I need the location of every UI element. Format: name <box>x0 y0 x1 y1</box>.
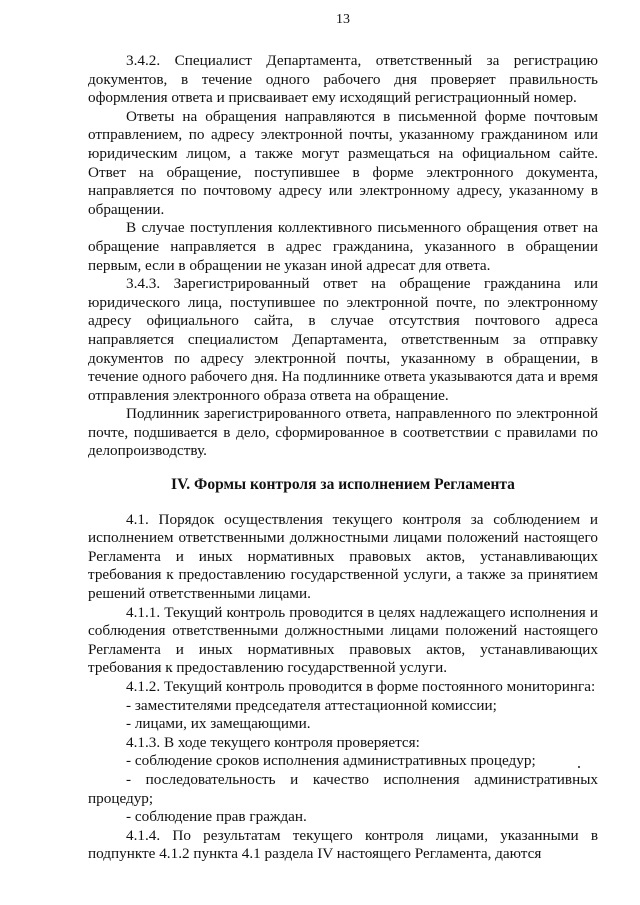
paragraph-reply-methods: Ответы на обращения направляются в письменной форме почтовым отправлением, по адресу электронной почты, указанному гражданином или юридическим лицом, а также могут размещаться на официальном сайте. Ответ на обращение, поступившее в форме электронного документа, направляется по почтовому адресу или электронному адресу, указанному в обращении. <box>88 107 598 218</box>
paragraph-3-4-2: 3.4.2. Специалист Департамента, ответственный за регистрацию документов, в течение одного рабочего дня проверяет правильность оформления ответа и присваивает ему исходящий регистрационный номер. <box>88 52 598 107</box>
scan-speck <box>578 766 580 768</box>
paragraph-3-4-3: 3.4.3. Зарегистрированный ответ на обращение гражданина или юридического лица, поступившее по электронной почте, по электронному адресу официального сайта, в случае отсутствия почтового адреса направляется специалистом Департамента, ответственным за отправку документов по адресу электронной почты, указанному в обращении, в течение одного рабочего дня. На подлиннике ответа указываются дата и время отправления электронного образа ответа на обращение. <box>88 275 598 404</box>
paragraph-4-1: 4.1. Порядок осуществления текущего контроля за соблюдением и исполнением ответственными должностными лицами положений настоящего Регламента и иных нормативных правовых актов, устанавливающих требования к предоставлению государственной услуги, а также за принятием решений ответственными лицами. <box>88 510 598 603</box>
paragraph-4-1-1: 4.1.1. Текущий контроль проводится в целях надлежащего исполнения и соблюдения ответственными должностными лицами положений настоящего Регламента и иных нормативных правовых актов, устанавливающих требования к предоставлению государственной услуги. <box>88 603 598 677</box>
paragraph-4-1-4: 4.1.4. По результатам текущего контроля лицами, указанными в подпункте 4.1.2 пункта 4.1 раздела IV настоящего Регламента, даются <box>88 826 598 863</box>
list-item-sequence-quality: - последовательность и качество исполнения административных процедур; <box>88 770 598 807</box>
section-3-4-text <box>88 52 598 461</box>
list-item-deadlines: - соблюдение сроков исполнения административных процедур; <box>126 752 536 770</box>
list-item-deputy-chairs: - заместителями председателя аттестационной комиссии; <box>126 696 497 714</box>
paragraph-original-reply: Подлинник зарегистрированного ответа, направленного по электронной почте, подшивается в дело, сформированное в соответствии с правилами по делопроизводству. <box>88 405 598 460</box>
paragraph-4-1-2: 4.1.2. Текущий контроль проводится в форме постоянного мониторинга: <box>126 678 596 695</box>
paragraph-4-1-3: 4.1.3. В ходе текущего контроля проверяется: <box>126 733 420 751</box>
paragraph-collective-appeal: В случае поступления коллективного письменного обращения ответ на обращение направляется в адрес гражданина, указанного в обращении первым, если в обращении не указан иной адресат для ответа. <box>88 219 598 274</box>
section-heading: IV. Формы контроля за исполнением Регламента <box>171 476 515 494</box>
section-4-text <box>88 511 598 864</box>
page-number: 13 <box>336 12 350 27</box>
list-item-citizen-rights: - соблюдение прав граждан. <box>126 808 307 826</box>
list-item-substitutes: - лицами, их замещающими. <box>126 715 311 733</box>
